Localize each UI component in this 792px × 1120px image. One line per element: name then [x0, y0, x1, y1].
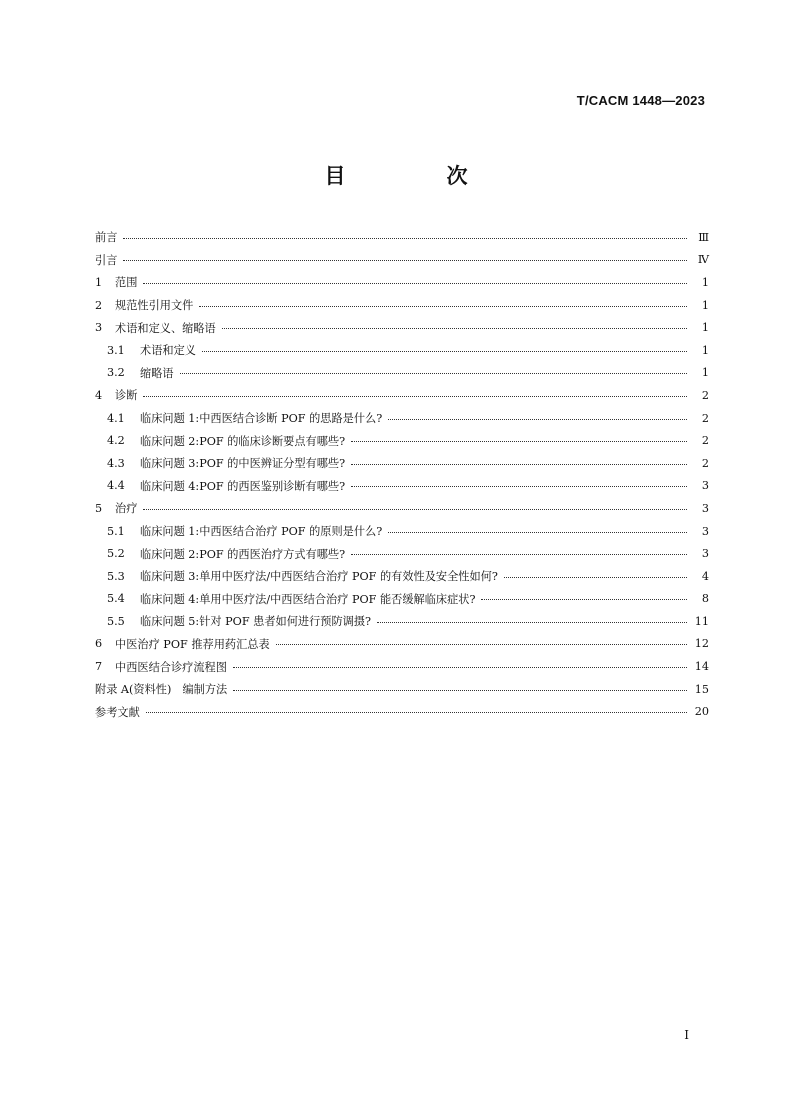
toc-entry-page: 14: [694, 660, 709, 674]
page-number: I: [684, 1028, 689, 1042]
toc-entry-page: 1: [701, 321, 709, 335]
toc-entry[interactable]: [95, 520, 709, 543]
toc-entry-title: 引言: [95, 253, 118, 267]
toc-entry-number: 5.1: [107, 524, 125, 538]
toc-entry[interactable]: [95, 429, 709, 452]
toc-entry-page: 1: [701, 275, 709, 289]
toc-entry-title: 中医治疗 POF 推荐用药汇总表: [115, 637, 270, 651]
toc-entry[interactable]: [95, 362, 709, 385]
toc-entry-title: 临床问题 5:针对 POF 患者如何进行预防调摄?: [140, 615, 372, 629]
toc-entry-number: 5.5: [107, 614, 125, 628]
toc-entry[interactable]: [95, 678, 709, 701]
dot-leader: [351, 486, 687, 487]
toc-title: 目 次: [324, 164, 508, 188]
toc-entry-title: 术语和定义、缩略语: [115, 321, 216, 335]
toc-entry[interactable]: [95, 497, 709, 520]
dot-leader: [233, 690, 687, 691]
dot-leader: [146, 712, 687, 713]
toc-entry-page: 3: [701, 524, 709, 538]
dot-leader: [199, 306, 687, 307]
toc-entry-title: 治疗: [115, 502, 138, 516]
toc-entry-number: 4: [95, 388, 103, 402]
dot-leader: [222, 328, 687, 329]
toc-entry-title: 范围: [115, 276, 138, 290]
toc-entry-page: 15: [694, 682, 709, 696]
dot-leader: [481, 599, 687, 600]
toc-entry-page: Ⅲ: [698, 230, 709, 244]
toc-entry-page: 12: [694, 637, 709, 651]
toc-entry-number: 6: [95, 637, 103, 651]
dot-leader: [351, 554, 687, 555]
dot-leader: [377, 622, 687, 623]
toc-entry[interactable]: [95, 339, 709, 362]
toc-entry-page: Ⅳ: [697, 253, 709, 267]
toc-entry[interactable]: [95, 633, 709, 656]
toc-entry-number: 3.1: [107, 343, 125, 357]
toc-entry-title: 缩略语: [140, 366, 174, 380]
toc-entry-page: 2: [701, 411, 709, 425]
toc-entry[interactable]: [95, 294, 709, 317]
toc-entry[interactable]: [95, 452, 709, 475]
dot-leader: [233, 667, 687, 668]
toc-entry[interactable]: [95, 226, 709, 249]
toc-entry[interactable]: [95, 475, 709, 498]
toc-entry[interactable]: [95, 610, 709, 633]
toc-entry-title: 术语和定义: [140, 344, 196, 358]
dot-leader: [351, 441, 687, 442]
toc-entry[interactable]: [95, 588, 709, 611]
toc-entry-title: 诊断: [115, 389, 138, 403]
toc-entry[interactable]: [95, 316, 709, 339]
toc-entry-title: 参考文献: [95, 705, 140, 719]
dot-leader: [351, 464, 687, 465]
toc-entry-page: 3: [701, 501, 709, 515]
toc-entry-number: 5: [95, 501, 103, 515]
toc-entry[interactable]: [95, 384, 709, 407]
dot-leader: [180, 373, 687, 374]
toc-entry-number: 7: [95, 660, 103, 674]
toc-entry-number: 4.4: [107, 479, 125, 493]
standard-number: T/CACM 1448—2023: [576, 93, 705, 108]
dot-leader: [388, 419, 687, 420]
toc-entry[interactable]: [95, 655, 709, 678]
toc-entry-page: 2: [701, 434, 709, 448]
toc-entry-title: 前言: [95, 231, 118, 245]
toc-entry-number: 3: [95, 321, 103, 335]
toc-entry-number: 4.3: [107, 456, 125, 470]
toc-entry[interactable]: [95, 249, 709, 272]
toc-entry-number: 5.4: [107, 592, 125, 606]
toc-entry-number: 2: [95, 298, 103, 312]
dot-leader: [202, 351, 687, 352]
toc-entry-number: 4.1: [107, 411, 125, 425]
toc-entry-page: 3: [701, 479, 709, 493]
toc-entry[interactable]: [95, 542, 709, 565]
toc-entry-title: 临床问题 1:中西医结合治疗 POF 的原则是什么?: [140, 525, 383, 539]
toc-entry-title: 临床问题 1:中西医结合诊断 POF 的思路是什么?: [140, 412, 383, 426]
dot-leader: [143, 509, 687, 510]
dot-leader: [123, 260, 687, 261]
toc-entry-title: 附录 A(资料性) 编制方法: [95, 683, 228, 697]
toc-entry-page: 2: [701, 456, 709, 470]
toc-entry-title: 临床问题 3:POF 的中医辨证分型有哪些?: [140, 457, 346, 471]
toc-entry-title: 临床问题 4:单用中医疗法/中西医结合治疗 POF 能否缓解临床症状?: [140, 592, 476, 606]
toc-entry-page: 2: [701, 388, 709, 402]
toc-entry-page: 11: [694, 614, 709, 628]
toc-entry-number: 1: [95, 275, 103, 289]
toc-entry-title: 临床问题 4:POF 的西医鉴别诊断有哪些?: [140, 479, 346, 493]
toc-entry[interactable]: [95, 700, 709, 723]
toc-entry[interactable]: [95, 565, 709, 588]
toc-entry[interactable]: [95, 407, 709, 430]
toc-entry-title: 临床问题 3:单用中医疗法/中西医结合治疗 POF 的有效性及安全性如何?: [140, 570, 498, 584]
toc-entry-page: 20: [694, 705, 709, 719]
dot-leader: [276, 644, 687, 645]
dot-leader: [143, 396, 687, 397]
toc-entry-page: 1: [701, 343, 709, 357]
toc-entry-number: 3.2: [107, 366, 125, 380]
toc-entry-number: 4.2: [107, 434, 125, 448]
toc-entry-title: 临床问题 2:POF 的临床诊断要点有哪些?: [140, 434, 346, 448]
toc-entry-number: 5.3: [107, 569, 125, 583]
dot-leader: [123, 238, 687, 239]
toc-entry-title: 中西医结合诊疗流程图: [115, 660, 227, 674]
dot-leader: [143, 283, 687, 284]
toc-entry-page: 8: [701, 592, 709, 606]
toc-entry-page: 1: [701, 298, 709, 312]
toc-entry-number: 5.2: [107, 547, 125, 561]
toc-entry-page: 1: [701, 366, 709, 380]
table-of-contents: [95, 226, 709, 723]
toc-entry[interactable]: [95, 271, 709, 294]
toc-entry-title: 临床问题 2:POF 的西医治疗方式有哪些?: [140, 547, 346, 561]
dot-leader: [388, 532, 687, 533]
toc-entry-page: 4: [701, 569, 709, 583]
toc-entry-title: 规范性引用文件: [115, 299, 194, 313]
dot-leader: [504, 577, 687, 578]
toc-entry-page: 3: [701, 547, 709, 561]
